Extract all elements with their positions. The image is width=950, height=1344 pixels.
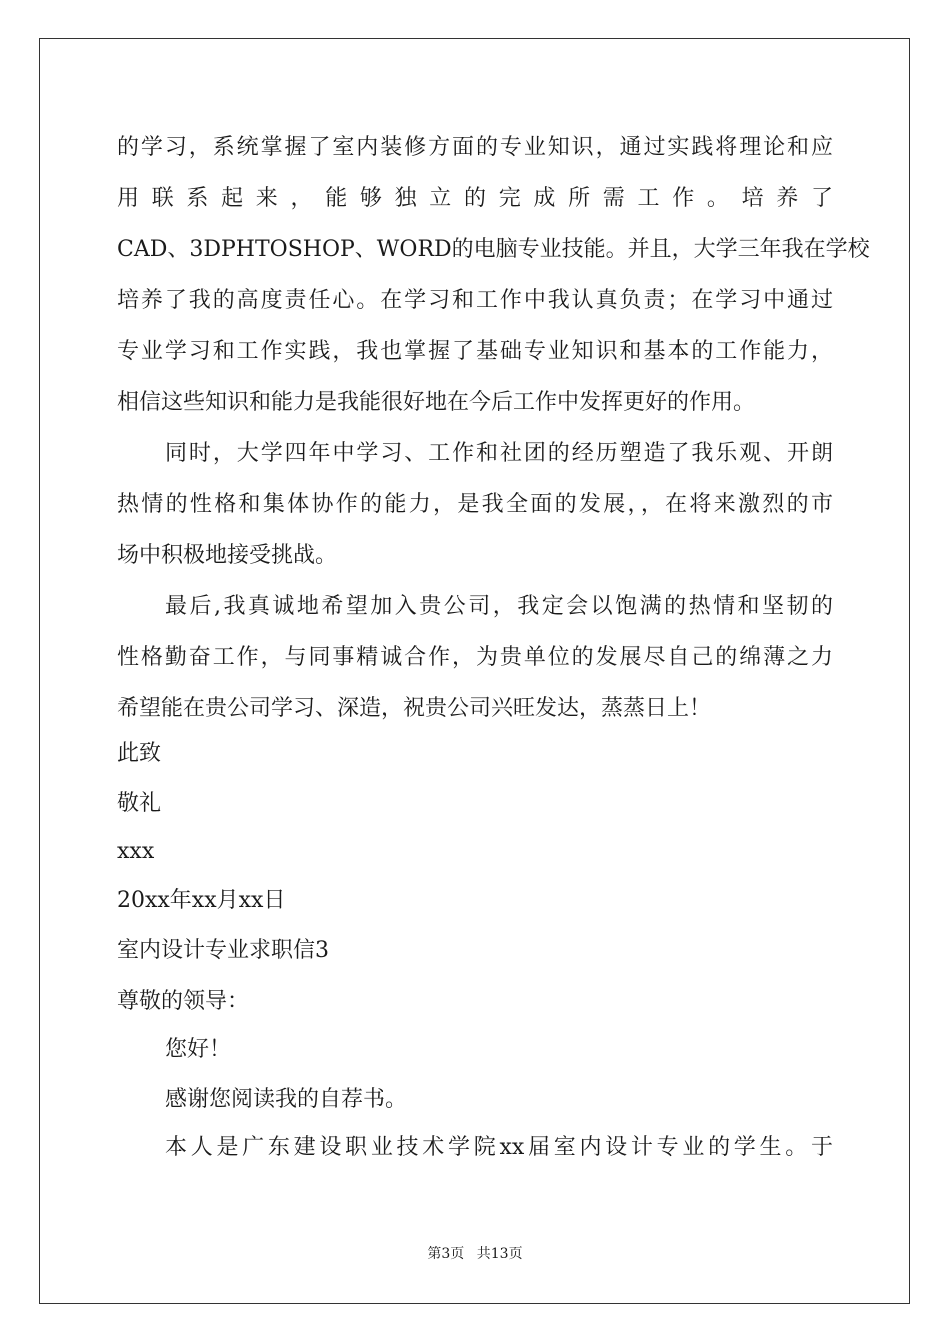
text-line: 培养了我的高度责任心。在学习和工作中我认真负责；在学习中通过 xyxy=(117,288,833,313)
text-line: 场中积极地接受挑战。 xyxy=(117,543,338,568)
text-line: 的学习，系统掌握了室内装修方面的专业知识，通过实践将理论和应 xyxy=(117,135,833,160)
paragraph-start-line: 本人是广东建设职业技术学院xx届室内设计专业的学生。于 xyxy=(165,1135,833,1160)
page-total: 共13页 xyxy=(476,1246,523,1262)
text-line: 相信这些知识和能力是我能很好地在今后工作中发挥更好的作用。 xyxy=(117,390,756,415)
text-line: 感谢您阅读我的自荐书。 xyxy=(165,1087,408,1112)
text-line: 用联系起来，能够独立的完成所需工作。培养了 xyxy=(117,186,833,211)
page-footer xyxy=(0,1244,950,1264)
signature-name: xxx xyxy=(117,839,155,864)
text-line: 希望能在贵公司学习、深造，祝贵公司兴旺发达，蒸蒸日上！ xyxy=(117,696,712,721)
salutation-line: 敬礼 xyxy=(117,791,162,816)
signature-date: 20xx年xx月xx日 xyxy=(117,888,286,913)
paragraph-start-line: 同时，大学四年中学习、工作和社团的经历塑造了我乐观、开朗 xyxy=(165,441,833,466)
text-line: CAD、3DPHTOSHOP、WORD的电脑专业技能。并且，大学三年我在学校 xyxy=(117,237,870,262)
text-line: 性格勤奋工作，与同事精诚合作，为贵单位的发展尽自己的绵薄之力 xyxy=(117,645,833,670)
paragraph-start-line: 最后,我真诚地希望加入贵公司，我定会以饱满的热情和坚韧的 xyxy=(165,594,833,619)
text-line: 专业学习和工作实践，我也掌握了基础专业知识和基本的工作能力， xyxy=(117,339,833,364)
text-line: 热情的性格和集体协作的能力，是我全面的发展，，在将来激烈的市 xyxy=(117,492,833,517)
page-number: 第3页 xyxy=(427,1246,465,1262)
greeting-line: 尊敬的领导： xyxy=(117,989,250,1014)
greeting-hello: 您好！ xyxy=(165,1037,232,1062)
closing-line: 此致 xyxy=(117,741,162,766)
section-title: 室内设计专业求职信3 xyxy=(117,938,329,963)
